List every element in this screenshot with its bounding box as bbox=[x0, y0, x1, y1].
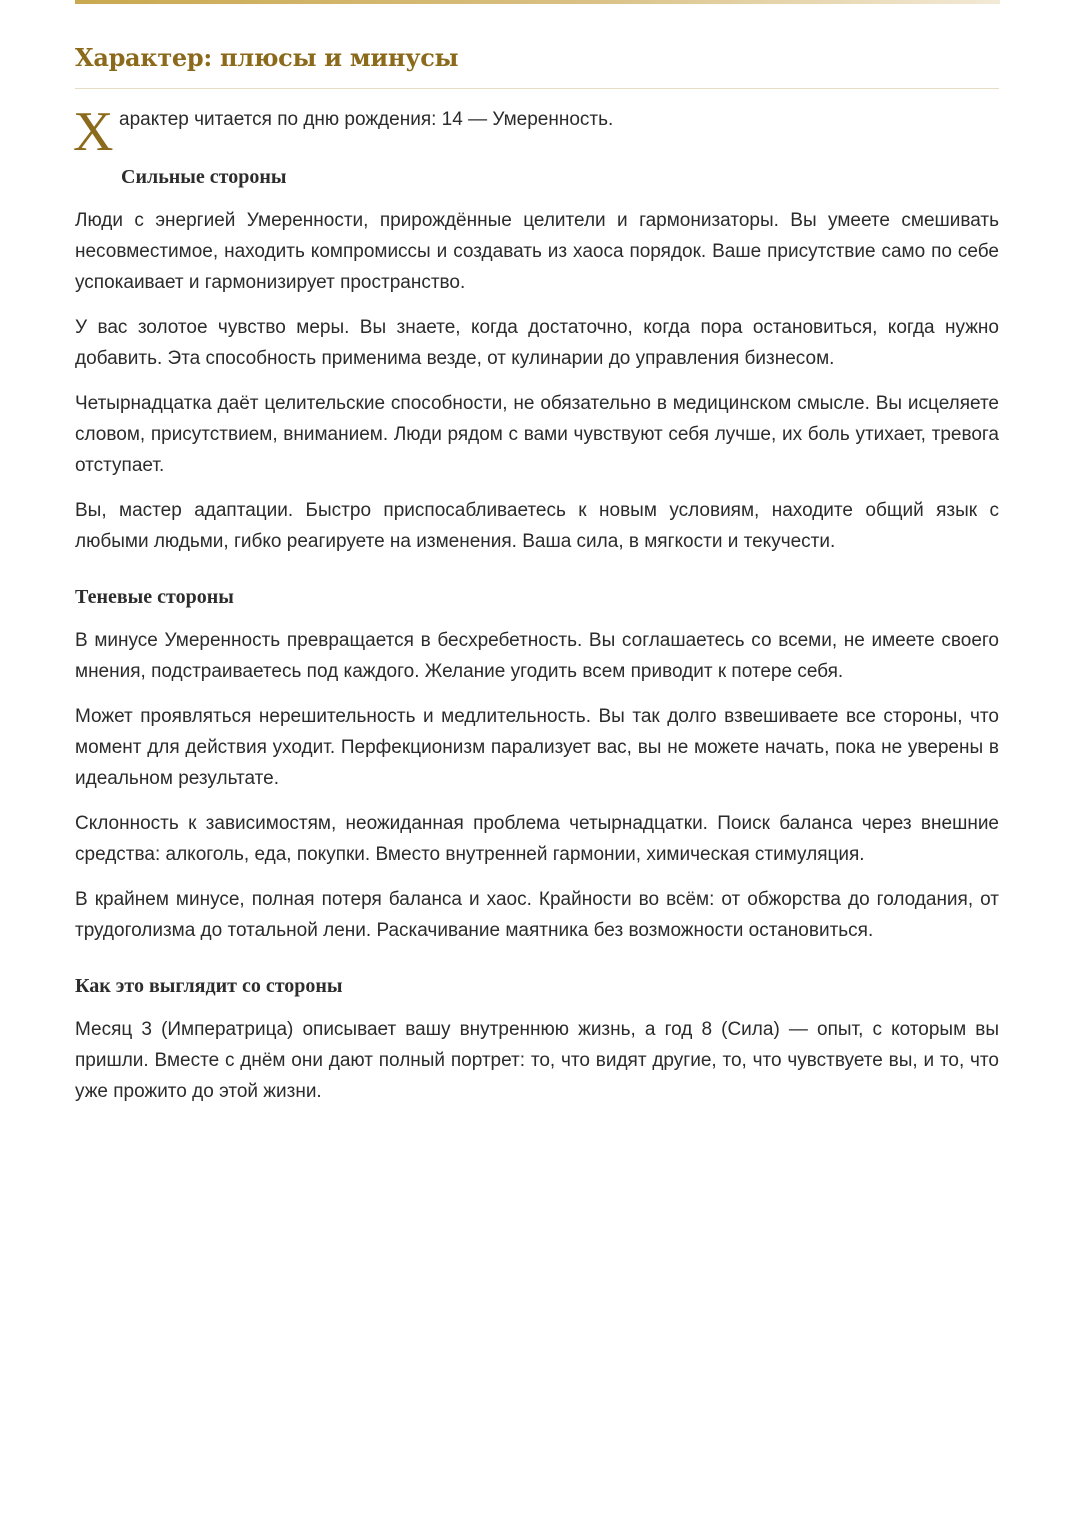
shadows-paragraph-4: В крайнем минусе, полная потеря баланса и хаос. Крайности во всём: от обжорства до голодания, от трудоголизма до тотальной лени. Раскачивание маятника без возможности остановиться. bbox=[75, 889, 999, 941]
outside-heading: Как это выглядит со стороны bbox=[75, 975, 343, 997]
strengths-paragraph-2: У вас золотое чувство меры. Вы знаете, когда достаточно, когда пора остановиться, когда нужно добавить. Эта способность применима везде, от кулинарии до управления бизнесом. bbox=[75, 317, 999, 369]
shadows-paragraph-2: Может проявляться нерешительность и медлительность. Вы так долго взвешиваете все стороны, что момент для действия уходит. Перфекционизм парализует вас, вы не можете начать, пока не уверены в идеальном результате. bbox=[75, 706, 999, 789]
strengths-paragraph-1: Люди с энергией Умеренности, прирождённые целители и гармонизаторы. Вы умеете смешивать несовместимое, находить компромиссы и создавать из хаоса порядок. Ваше присутствие само по себе успокаивает и гармонизирует пространство. bbox=[75, 210, 999, 293]
shadows-paragraph-1: В минусе Умеренность превращается в бесхребетность. Вы соглашаетесь со всеми, не имеете своего мнения, подстраиваетесь под каждого. Желание угодить всем приводит к потере себя. bbox=[75, 630, 999, 682]
strengths-paragraph-3: Четырнадцатка даёт целительские способности, не обязательно в медицинском смысле. Вы исцеляете словом, присутствием, вниманием. Люди рядом с вами чувствуют себя лучше, их боль утихает, тревога отступает. bbox=[75, 393, 999, 476]
document-page bbox=[75, 40, 999, 1107]
intro-text: арактер читается по дню рождения: 14 — Умеренность. bbox=[119, 109, 614, 130]
shadows-paragraph-3: Склонность к зависимостям, неожиданная проблема четырнадцатки. Поиск баланса через внешние средства: алкоголь, еда, покупки. Вместо внутренней гармонии, химическая стимуляция. bbox=[75, 813, 999, 865]
shadows-heading: Теневые стороны bbox=[75, 586, 234, 608]
strengths-heading: Сильные стороны bbox=[121, 166, 287, 188]
page-title: Характер: плюсы и минусы bbox=[75, 43, 459, 72]
strengths-paragraph-4: Вы, мастер адаптации. Быстро приспосабливаетесь к новым условиям, находите общий язык с любыми людьми, гибко реагируете на изменения. Ваша сила, в мягкости и текучести. bbox=[75, 500, 999, 552]
outside-paragraph-1: Месяц 3 (Императрица) описывает вашу внутреннюю жизнь, а год 8 (Сила) — опыт, с которым вы пришли. Вместе с днём они дают полный портрет: то, что видят другие, то, что чувствуете вы, и то, что уже прожито до этой жизни. bbox=[75, 1019, 999, 1102]
intro-line bbox=[73, 101, 999, 167]
top-decorative-rule bbox=[75, 0, 1000, 4]
drop-cap: Х bbox=[73, 101, 114, 163]
title-divider bbox=[75, 88, 999, 89]
